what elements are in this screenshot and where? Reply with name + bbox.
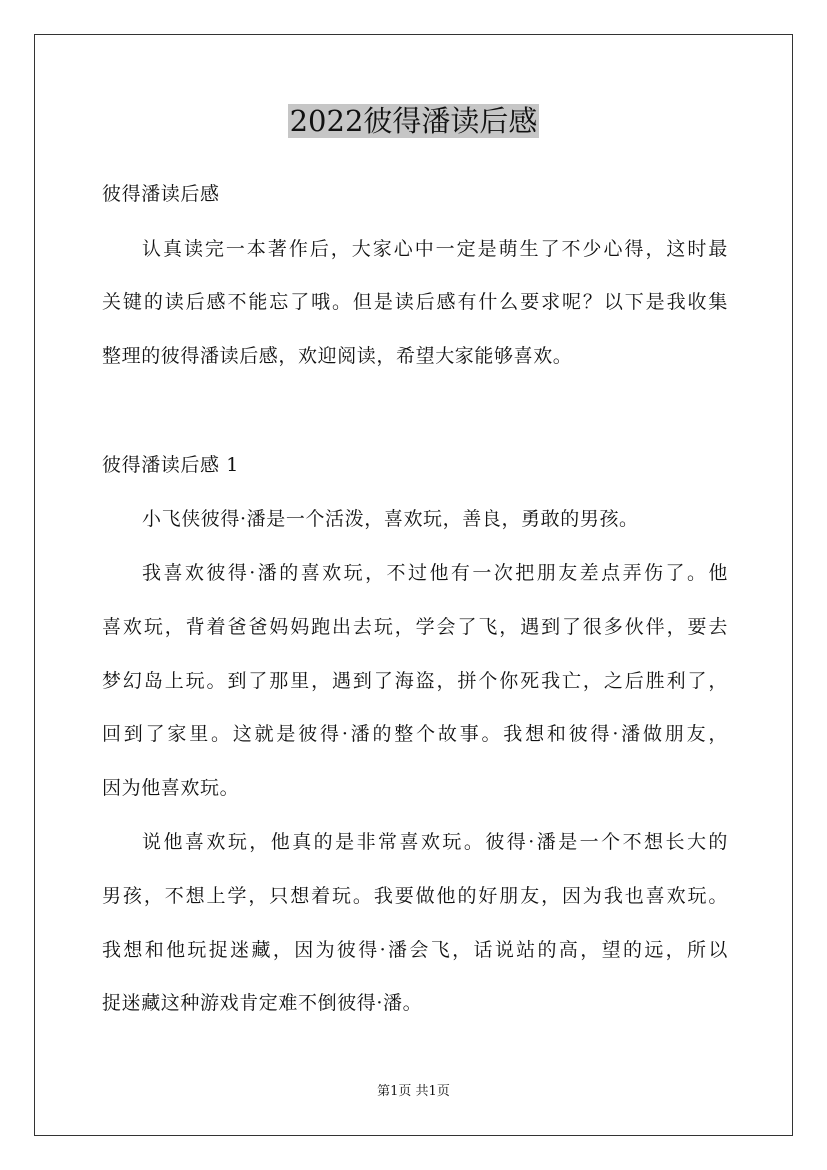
para3-line-3: 我想和他玩捉迷藏，因为彼得·潘会飞，话说站的高，望的远，所以	[102, 939, 728, 961]
document-title	[0, 101, 827, 141]
para3-line-4: 捉迷藏这种游戏肯定难不倒彼得·潘。	[102, 992, 423, 1014]
para2-line-4: 回到了家里。这就是彼得·潘的整个故事。我想和彼得·潘做朋友，	[102, 723, 728, 745]
intro-line-3: 整理的彼得潘读后感，欢迎阅读，希望大家能够喜欢。	[102, 345, 573, 367]
para2-line-1: 我喜欢彼得·潘的喜欢玩，不过他有一次把朋友差点弄伤了。他	[142, 562, 728, 584]
para3-line-1: 说他喜欢玩，他真的是非常喜欢玩。彼得·潘是一个不想长大的	[142, 831, 728, 853]
para1-line-1: 小飞侠彼得·潘是一个活泼，喜欢玩，善良，勇敢的男孩。	[142, 508, 639, 530]
intro-line-2: 关键的读后感不能忘了哦。但是读后感有什么要求呢？以下是我收集	[102, 291, 728, 313]
para2-line-5: 因为他喜欢玩。	[102, 777, 240, 799]
section-heading: 彼得潘读后感 1	[102, 454, 239, 476]
intro-line-1: 认真读完一本著作后，大家心中一定是萌生了不少心得，这时最	[142, 238, 728, 260]
document-title-text: 2022彼得潘读后感	[289, 104, 538, 138]
page-number-footer: 第1页 共1页	[377, 1084, 450, 1099]
intro-heading: 彼得潘读后感	[102, 183, 220, 205]
para2-line-2: 喜欢玩，背着爸爸妈妈跑出去玩，学会了飞，遇到了很多伙伴，要去	[102, 616, 728, 638]
para3-line-2: 男孩，不想上学，只想着玩。我要做他的好朋友，因为我也喜欢玩。	[102, 885, 728, 907]
para2-line-3: 梦幻岛上玩。到了那里，遇到了海盗，拼个你死我亡，之后胜利了，	[102, 670, 728, 692]
